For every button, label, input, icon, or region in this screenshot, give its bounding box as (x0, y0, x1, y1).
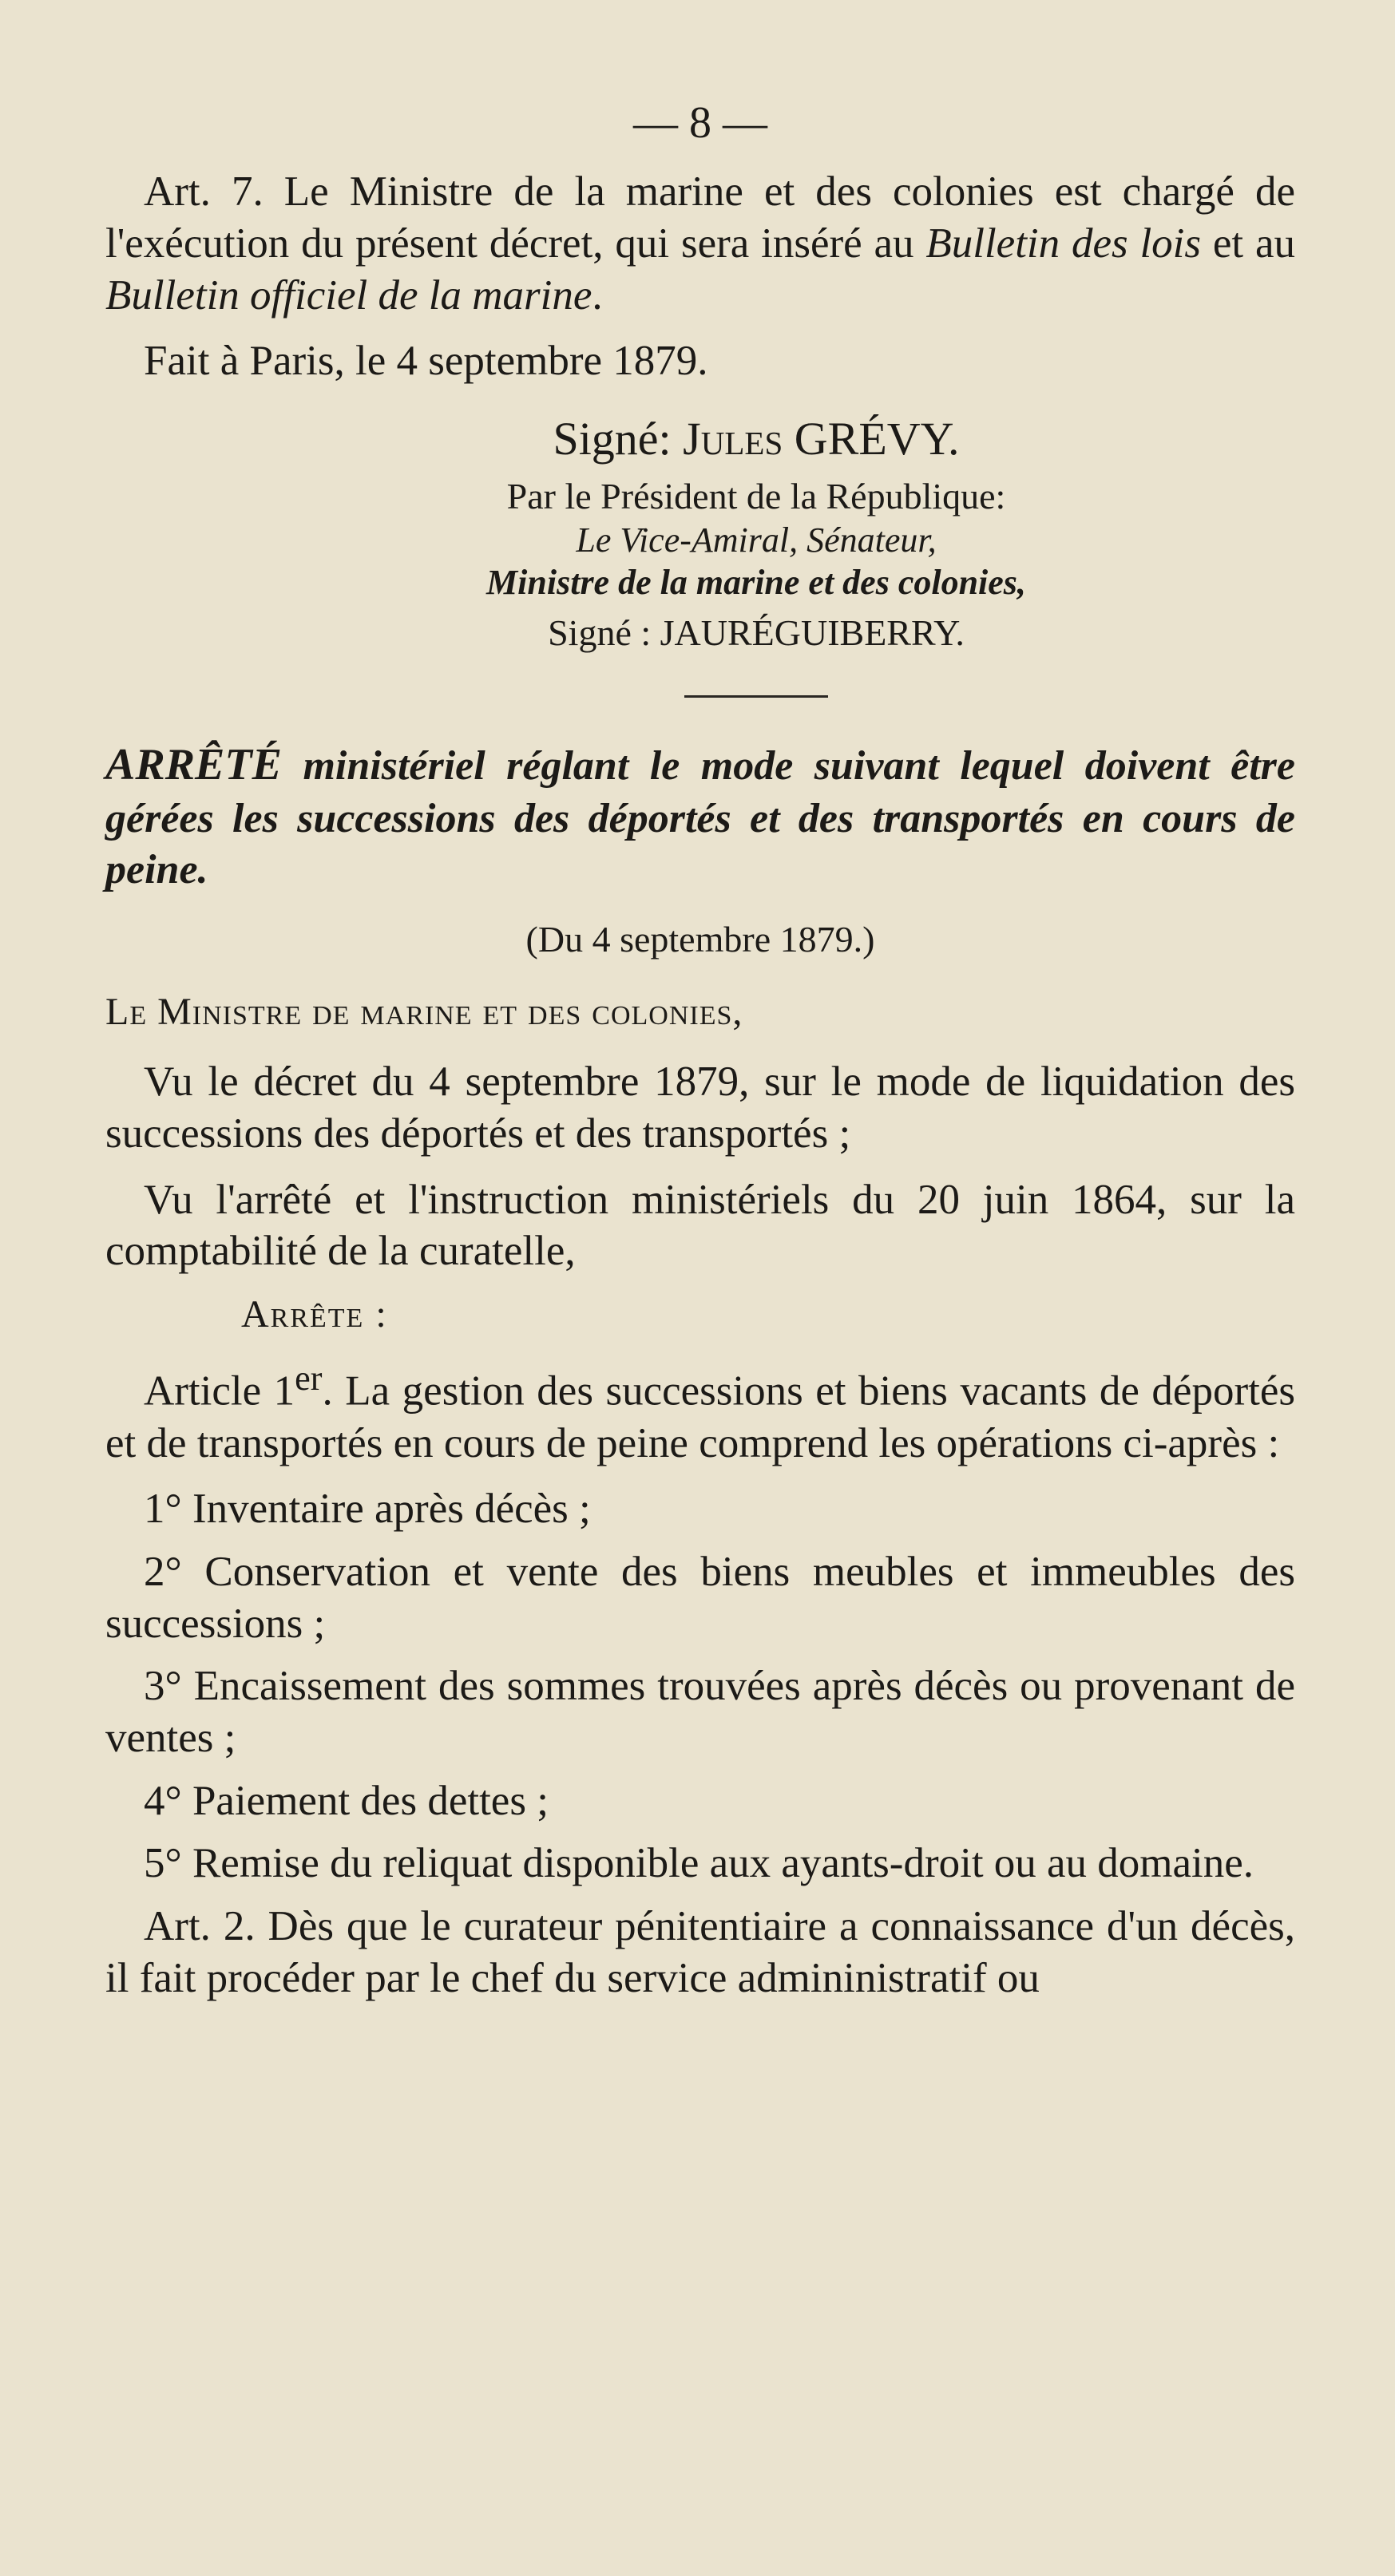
minister-heading-rest: de marine et des colonies, (302, 990, 743, 1033)
page-content (105, 96, 1295, 2018)
bulletin-officiel-marine: Bulletin officiel de la marine (105, 271, 592, 319)
minister-heading (105, 989, 1295, 1036)
article-1-label: Article 1 (144, 1368, 295, 1415)
minister-heading-first: Le Ministre (105, 990, 303, 1033)
arrete-title-caps: ARRÊTÉ (105, 740, 282, 790)
list-item-5: 5° Remise du reliquat disponible aux ayants-droit ou au domaine. (144, 1840, 1254, 1887)
list-item-1: 1° Inventaire après décès ; (144, 1486, 591, 1533)
art7-text-end: . (592, 271, 603, 319)
vu-arrete-paragraph: Vu l'arrêté et l'instruction ministériels du 20 juin 1864, sur la comptabilité de la curatelle, (105, 1176, 1295, 1275)
par-le-president: Par le Président de la République: (506, 475, 1006, 516)
arrete-title (105, 738, 1295, 896)
arrete-title-rest: ministériel réglant le mode suivant lequel doivent être gérées les successions des déportés et des transportés en cours de peine. (105, 743, 1295, 893)
art7-text-mid: et au (1201, 220, 1295, 267)
article-1-superscript: er (295, 1359, 323, 1399)
section-divider (684, 695, 828, 698)
list-item-2: 2° Conservation et vente des biens meubles et immeubles des successions ; (105, 1549, 1295, 1647)
signature-first-name: Jules (683, 412, 783, 465)
signature-president (217, 411, 1295, 468)
article-2-paragraph: Art. 2. Dès que le curateur pénitentiaire a connaissance d'un décès, il fait procéder par le chef du service admininistratif ou (105, 1903, 1295, 2001)
vu-decret-paragraph: Vu le décret du 4 septembre 1879, sur le mode de liquidation des successions des déportés et des transportés ; (105, 1058, 1295, 1157)
list-item-4: 4° Paiement des dettes ; (144, 1777, 549, 1824)
art7-text-before: Art. 7. Le Ministre de la marine et des colonies est chargé de l'exécution du présent décret, qui sera inséré au (105, 168, 1295, 267)
signature-last-name: GRÉVY. (794, 412, 960, 465)
arrete-date: (Du 4 septembre 1879.) (525, 918, 875, 960)
signature-minister: Signé : JAURÉGUIBERRY. (548, 612, 965, 654)
list-item-3: 3° Encaissement des sommes trouvées après décès ou provenant de ventes ; (105, 1663, 1295, 1762)
ministre-line: Ministre de la marine et des colonies, (486, 563, 1026, 603)
signature-block (105, 411, 1295, 655)
arrete-word: Arrête : (241, 1292, 388, 1335)
article-7-paragraph (105, 166, 1295, 321)
bulletin-des-lois: Bulletin des lois (925, 220, 1202, 267)
vice-amiral-line: Le Vice-Amiral, Sénateur, (576, 520, 937, 560)
fait-a-paris: Fait à Paris, le 4 septembre 1879. (144, 338, 708, 385)
signature-prefix: Signé: (553, 412, 684, 465)
article-1-paragraph (105, 1357, 1295, 1469)
page-number: — 8 — (633, 98, 767, 148)
article-1-text: . La gestion des successions et biens vacants de déportés et de transportés en cours de peine comprend les opérations ci-après : (105, 1368, 1295, 1466)
